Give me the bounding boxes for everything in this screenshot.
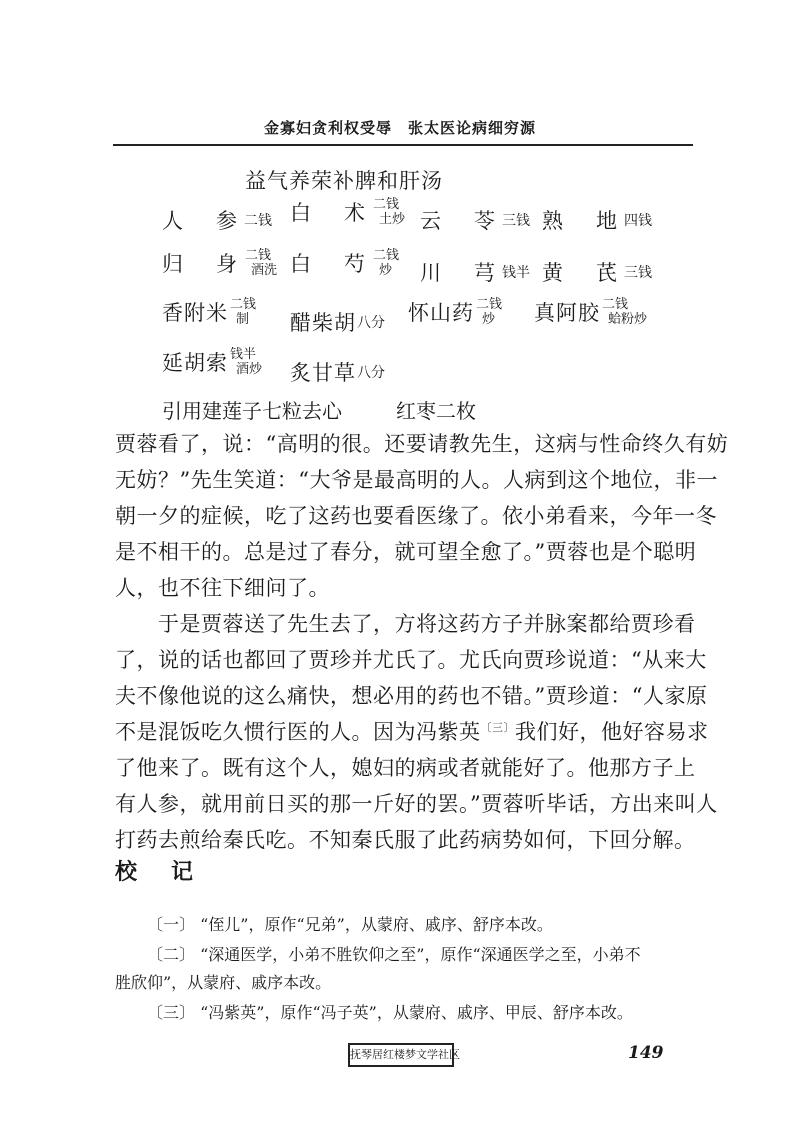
ingredient — [408, 297, 502, 327]
note-text: “侄儿”，原作“兄弟”，从蒙府、戚序、舒序本改。 — [200, 915, 553, 934]
paragraph-line: 于是贾蓉送了先生去了，方将这药方子并脉案都给贾珍看 — [115, 612, 696, 636]
paragraph-text: 我们好，他好容易求 — [515, 720, 709, 744]
dose-preparation: 酒洗 — [251, 263, 278, 278]
ingredient-name: 炙甘草 — [290, 361, 356, 385]
ingredient-dose: 八分 — [357, 315, 385, 331]
collation-note — [147, 1000, 633, 1023]
dose-amount: 二钱 — [245, 248, 272, 263]
paragraph-line: 了他来了。既有这个人，媳妇的病或者就能好了。他那方子上 — [115, 756, 696, 780]
watermark-box: 抚琴居红楼梦文学社区 — [348, 1043, 454, 1067]
note-mark: 〔三〕 — [147, 1003, 196, 1022]
collation-note-continuation: 胜欣仰”，从蒙府、戚序本改。 — [115, 973, 332, 992]
section-title: 校记 — [115, 859, 228, 885]
ingredient-dose-stack — [373, 248, 399, 278]
ingredient-dose-stack — [476, 297, 502, 327]
ingredient-name: 黄 芪 — [542, 261, 623, 285]
paragraph-line: 贾蓉看了，说：“高明的很。还要请教先生，这病与性命终久有妨 — [115, 432, 729, 456]
ingredient — [290, 357, 385, 387]
collation-note — [147, 912, 553, 935]
ingredient-name: 醋柴胡 — [290, 311, 356, 335]
ingredient-name: 熟 地 — [542, 209, 623, 233]
ingredient — [162, 347, 262, 377]
ingredient — [162, 248, 277, 278]
ingredient-name: 川 芎 — [420, 261, 501, 285]
dose-amount: 二钱 — [373, 248, 400, 263]
note-text: “深通医学，小弟不胜钦仰之至”，原作“深通医学之至，小弟不 — [200, 945, 641, 964]
ingredient-name: 白 术 — [290, 201, 371, 225]
dose-preparation: 制 — [236, 312, 250, 327]
formula-title: 益气养荣补脾和肝汤 — [245, 169, 443, 193]
paragraph-line — [115, 716, 709, 746]
ingredient — [542, 257, 652, 287]
dose-amount: 钱半 — [230, 347, 257, 362]
dose-amount: 二钱 — [373, 197, 400, 212]
dose-preparation: 炒 — [379, 263, 393, 278]
paragraph-text: 不是混饭吃久惯行医的人。因为冯紫英 — [115, 720, 481, 744]
page-number: 149 — [628, 1043, 664, 1063]
dose-preparation: 土炒 — [379, 212, 406, 227]
guide-part-2: 红枣二枚 — [396, 399, 476, 423]
ingredient — [542, 205, 652, 235]
dose-amount: 二钱 — [602, 297, 629, 312]
note-mark: 〔一〕 — [147, 915, 196, 934]
ingredient — [162, 205, 272, 235]
ingredient-name: 怀山药 — [408, 301, 474, 325]
ingredient — [290, 248, 399, 278]
note-text: “冯紫英”，原作“冯子英”，从蒙府、戚序、甲辰、舒序本改。 — [200, 1003, 633, 1022]
paragraph-line: 是不相干的。总是过了春分，就可望全愈了。”贾蓉也是个聪明 — [115, 540, 697, 564]
paragraph-line: 了，说的话也都回了贾珍并尤氏了。尤氏向贾珍说道：“从来大 — [115, 648, 707, 672]
ingredient — [290, 307, 385, 337]
ingredient-name: 人 参 — [162, 209, 243, 233]
ingredient-dose: 三钱 — [502, 213, 530, 229]
ingredient-name: 云 苓 — [420, 209, 501, 233]
dose-amount: 二钱 — [230, 297, 257, 312]
ingredient-dose: 钱半 — [502, 265, 530, 281]
ingredient-dose-stack — [602, 297, 647, 327]
ingredient-dose-stack — [373, 197, 405, 227]
ingredient-dose: 三钱 — [624, 265, 652, 281]
dose-amount: 二钱 — [476, 297, 503, 312]
ingredient-name: 真阿胶 — [534, 301, 600, 325]
ingredient-dose: 八分 — [357, 365, 385, 381]
dose-preparation: 炒 — [482, 312, 496, 327]
note-mark: 〔二〕 — [147, 945, 196, 964]
paragraph-line: 有人参，就用前日买的那一斤好的罢。”贾蓉听毕话，方出来叫人 — [115, 792, 718, 816]
paragraph-line: 夫不像他说的这么痛快，想必用的药也不错。”贾珍道：“人家原 — [115, 684, 708, 708]
ingredient — [162, 297, 256, 327]
dose-preparation: 蛤粉炒 — [608, 312, 648, 327]
ingredient-dose-stack — [245, 248, 277, 278]
ingredient — [420, 257, 530, 287]
collation-note-mark[interactable]: 〔三〕 — [480, 721, 515, 734]
ingredient-name: 香附米 — [162, 301, 228, 325]
ingredient-dose: 四钱 — [624, 213, 652, 229]
ingredient-dose-stack — [230, 297, 256, 327]
running-header: 金寡妇贪利权受辱 张太医论病细穷源 — [263, 119, 536, 137]
paragraph-line: 打药去煎给秦氏吃。不知秦氏服了此药病势如何，下回分解。 — [115, 828, 696, 852]
ingredient-name: 延胡索 — [162, 351, 228, 375]
ingredient-name: 白 芍 — [290, 252, 371, 276]
guide-part-1: 引用建莲子七粒去心 — [162, 399, 342, 423]
ingredient-dose-stack — [230, 347, 262, 377]
header-rule — [113, 144, 693, 146]
paragraph-line: 朝一夕的症候，吃了这药也要看医缘了。依小弟看来，今年一冬 — [115, 504, 717, 528]
paragraph-line: 无妨？”先生笑道：“大爷是最高明的人。人病到这个地位，非一 — [115, 468, 718, 492]
ingredient — [290, 197, 405, 227]
paragraph-line: 人，也不往下细问了。 — [115, 576, 330, 600]
formula-guide — [162, 395, 476, 424]
ingredient-name: 归 身 — [162, 252, 243, 276]
ingredient-dose: 二钱 — [244, 213, 272, 229]
collation-note — [147, 942, 641, 965]
ingredient — [420, 205, 530, 235]
dose-preparation: 酒炒 — [236, 362, 263, 377]
ingredient — [534, 297, 647, 327]
